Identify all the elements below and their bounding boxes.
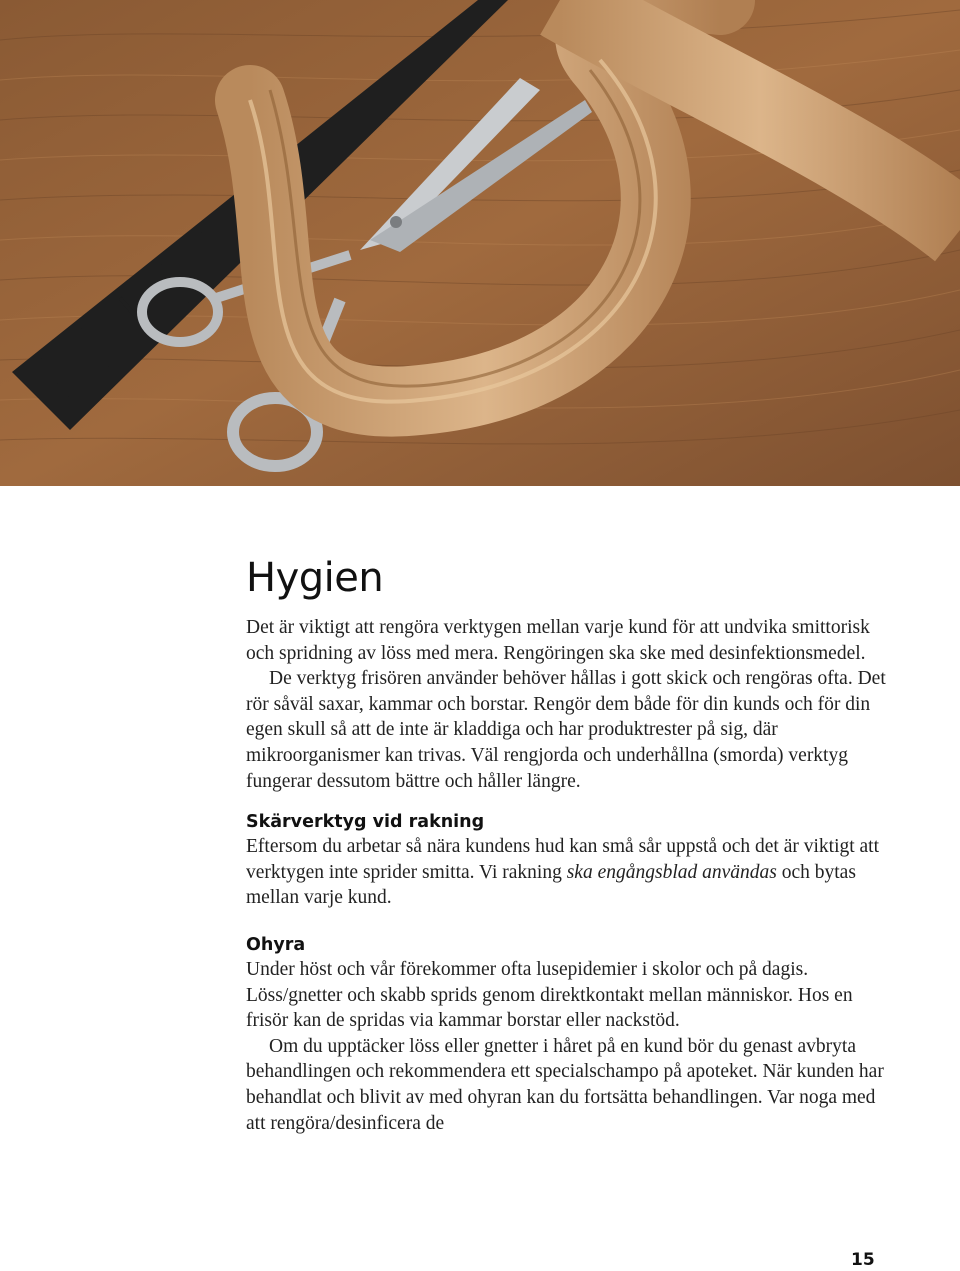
section-paragraph-shaving-tools [246, 834, 886, 911]
page-title: Hygien [246, 555, 384, 601]
hair-comb-scissors-photo [0, 0, 960, 486]
intro-paragraph-1: Det är viktigt att rengöra verktygen mellan varje kund för att undvika smittorisk och spridning av löss med mera. Rengöringen ska ske med desinfektionsmedel. [246, 617, 870, 664]
vermin-paragraph-2: Om du upptäcker löss eller gnetter i håret på en kund bör du genast avbryta behandlingen och rekommendera ett specialschampo på apoteket. När kunden har behandlat och blivit av med ohyran kan du fortsätta behandlingen. Var noga med att rengöra/desinficera de [246, 1035, 884, 1134]
shaving-text-emphasis: ska engångsblad användas [566, 861, 777, 883]
article [246, 545, 886, 1136]
shaving-text-after: och bytas mellan varje kund. [246, 861, 856, 909]
vermin-paragraph-1: Under höst och vår förekommer ofta lusepidemier i skolor och på dagis. Löss/gnetter och skabb sprids genom direktkontakt mellan människor. Hos en frisör kan de spridas via kammar borstar eller nackstöd. [246, 958, 853, 1032]
section-heading-vermin: Ohyra [246, 934, 306, 955]
shaving-text-before: Eftersom du arbetar så nära kundens hud kan små sår uppstå och det är viktigt att verktygen inte sprider smitta. Vi rakning [246, 836, 880, 883]
hero-image [0, 0, 960, 486]
page-number: 15 [851, 1250, 875, 1270]
intro-paragraph-2: De verktyg frisören använder behöver hållas i gott skick och rengöras ofta. Det rör såväl saxar, kammar och borstar. Rengör dem både för din kunds och för din egen skull så att de inte är kladdiga och har produktrester på sig, där mikroorganismer kan trivas. Väl rengjorda och underhållna (smorda) verktyg fungerar dessutom bättre och håller längre. [246, 668, 886, 792]
section-heading-shaving-tools: Skärverktyg vid rakning [246, 812, 485, 833]
